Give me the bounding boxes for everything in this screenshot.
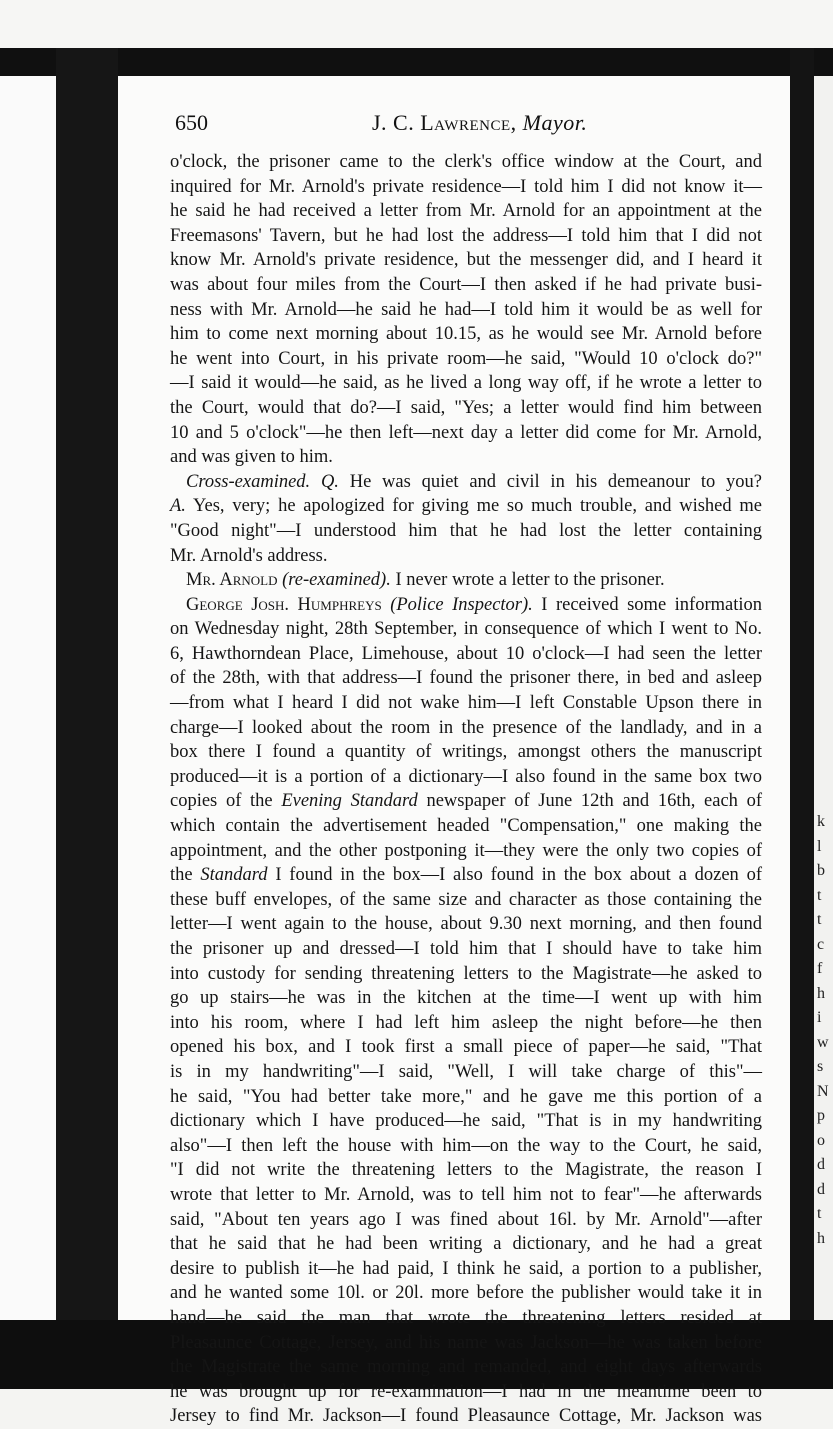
facing-page-letter: t [817, 1205, 822, 1222]
facing-page-letter: w [817, 1033, 829, 1051]
facing-page-letter: h [817, 1229, 825, 1247]
answer-line [170, 494, 762, 519]
witness-name: Mr. Arnold [186, 570, 278, 591]
testimony-line: copies of the Evening Standard newspaper of June 12th and 16th, each of [170, 791, 763, 812]
testimony-line: he was brought up for re-examination—I had in the meantime been to [170, 1381, 762, 1402]
facing-page-letter: l [817, 837, 822, 855]
witness-role: (re-examined). [282, 570, 391, 591]
reexam-line [170, 568, 762, 593]
text-line: o'clock, the prisoner came to the clerk's office window at the Court, and [170, 152, 762, 172]
testimony-line: Pleasaunce Cottage, Jersey, and his name was Jackson—he was taken before [170, 1332, 762, 1353]
testimony-line: said, "About ten years ago I was fined about 16l. by Mr. Arnold"—after [170, 1209, 762, 1230]
witness-name: George Josh. Humphreys [186, 594, 382, 615]
testimony-line: also"—I then left the house with him—on the way to the Court, he said, [170, 1135, 762, 1156]
facing-page-letter: h [817, 984, 825, 1002]
question-marker: Q. [320, 471, 339, 492]
testimony-text: I never wrote a letter to the prisoner. [395, 570, 665, 591]
running-head-office: Mayor. [522, 110, 588, 135]
testimony-text: I received some information [541, 594, 763, 615]
testimony-line: appointment, and the other postponing it—they were the only two copies of [170, 840, 762, 861]
newspaper-title: Standard [200, 865, 268, 886]
facing-page-letter: o [817, 1131, 825, 1149]
testimony-line: go up stairs—he was in the kitchen at the time—I went up with him [170, 988, 762, 1009]
testimony-line: opened his box, and I took first a small piece of paper—he said, "That [170, 1037, 762, 1058]
testimony-line: the Magistrate the same morning and remanded, and eight days afterwards [170, 1357, 762, 1378]
scan-top-border [0, 48, 833, 76]
text-line: he said he had received a letter from Mr. Arnold for an appointment at the [170, 201, 762, 222]
testimony-line: dictionary which I have produced—he said, "That is in my handwriting [170, 1111, 762, 1132]
testimony-line: box there I found a quantity of writings, amongst others the manuscript [170, 742, 762, 763]
book-spine-shadow [56, 48, 118, 1338]
newspaper-title: Evening Standard [281, 791, 418, 812]
text-line: Freemasons' Tavern, but he had lost the address—I told him that I did not [170, 225, 762, 246]
scan-top-area [0, 0, 833, 50]
facing-page-letter: t [817, 886, 822, 904]
text-line: he went into Court, in his private room—he said, "Would 10 o'clock do?" [170, 348, 762, 369]
facing-page-letter: t [817, 911, 822, 928]
testimony-line: that he said that he had been writing a dictionary, and he had a great [170, 1234, 762, 1255]
testimony-line: he said, "You had better take more," and he gave me this portion of a [170, 1086, 762, 1107]
testimony-line: the prisoner up and dressed—I told him that I should have to take him [170, 939, 762, 959]
witness-heading-line [170, 593, 762, 618]
scan-left-margin [0, 50, 56, 1340]
testimony-line: Jersey to find Mr. Jackson—I found Pleasaunce Cottage, Mr. Jackson was [170, 1406, 762, 1427]
text-line: ness with Mr. Arnold—he said he had—I told him it would be as well for [170, 299, 762, 320]
facing-page-letters [817, 810, 829, 1251]
testimony-line: produced—it is a portion of a dictionary—I also found in the same box two [170, 766, 762, 787]
facing-page-letter: k [817, 813, 825, 830]
testimony-line: which contain the advertisement headed "Compensation," one making the [170, 816, 762, 837]
testimony-line: hand—he said the man that wrote the threatening letters resided at [170, 1307, 762, 1328]
text-line: Mr. Arnold's address. [170, 545, 328, 566]
facing-page-letter: s [817, 1058, 824, 1075]
facing-page-letter: f [817, 960, 823, 977]
testimony-line: charge—I looked about the room in the presence of the landlady, and in a [170, 717, 762, 738]
text-line: him to come next morning about 10.15, as he would see Mr. Arnold before [170, 324, 762, 345]
testimony-line: —from what I heard I did not wake him—I left Constable Upson there in [170, 693, 762, 714]
text-line: and was given to him. [170, 447, 333, 468]
facing-page-letter: d [817, 1156, 825, 1173]
testimony-line: 6, Hawthorndean Place, Limehouse, about 10 o'clock—I had seen the letter [170, 643, 762, 664]
testimony-line: of the 28th, with that address—I found the prisoner there, in bed and asleep [170, 668, 762, 689]
answer-text: Yes, very; he apologized for giving me so much trouble, and wished me [193, 496, 762, 517]
page-number: 650 [175, 110, 208, 135]
testimony-line: these buff envelopes, of the same size and character as those containing the [170, 889, 762, 910]
testimony-line: desire to publish it—he had paid, I think he said, a portion to a publisher, [170, 1258, 762, 1279]
text-line: was about four miles from the Court—I then asked if he had private busi- [170, 274, 762, 295]
running-head [372, 110, 587, 136]
testimony-line: "I did not write the threatening letters to the Magistrate, the reason I [170, 1160, 762, 1181]
answer-marker: A. [170, 496, 186, 517]
testimony-line: the Standard I found in the box—I also found in the box about a dozen of [170, 865, 762, 886]
testimony-line: wrote that letter to Mr. Arnold, was to tell him not to fear"—he afterwards [170, 1184, 762, 1205]
text-line: 10 and 5 o'clock"—he then left—next day a letter did come for Mr. Arnold, [170, 422, 762, 443]
text-line: —I said it would—he said, as he lived a long way off, if he wrote a letter to [170, 373, 762, 394]
text-line: the Court, would that do?—I said, "Yes; a letter would find him between [170, 397, 762, 418]
cross-exam-line [170, 470, 762, 495]
facing-page-letter: d [817, 1180, 825, 1198]
facing-page-letter: b [817, 862, 825, 879]
book-gutter-shadow [790, 48, 814, 1338]
facing-page-letter: p [817, 1107, 825, 1124]
cross-exam-label: Cross-examined. [186, 471, 311, 492]
witness-role: (Police Inspector). [390, 594, 533, 615]
facing-page-letter: i [817, 1009, 822, 1026]
testimony-line: into custody for sending threatening letters to the Magistrate—he asked to [170, 963, 762, 984]
testimony-line: into his room, where I had left him asleep the night before—he then [170, 1012, 762, 1033]
testimony-line: and he wanted some 10l. or 20l. more before the publisher would take it in [170, 1283, 762, 1304]
running-head-name: J. C. Lawrence, [372, 110, 517, 135]
text-line: "Good night"—I understood him that he had lost the letter containing [170, 520, 762, 541]
testimony-line: is in my handwriting"—I said, "Well, I will take charge of this"— [170, 1061, 762, 1082]
testimony-line: on Wednesday night, 28th September, in consequence of which I went to No. [170, 619, 762, 640]
question-text: He was quiet and civil in his demeanour to you? [349, 471, 762, 492]
facing-page-letter: c [817, 935, 825, 953]
text-line: inquired for Mr. Arnold's private residence—I told him I did not know it— [170, 176, 762, 197]
body-text [170, 150, 762, 1429]
text-line: know Mr. Arnold's private residence, but the messenger did, and I heard it [170, 250, 762, 271]
testimony-line: letter—I went again to the house, about 9.30 next morning, and then found [170, 914, 762, 935]
facing-page-letter: N [817, 1082, 829, 1100]
